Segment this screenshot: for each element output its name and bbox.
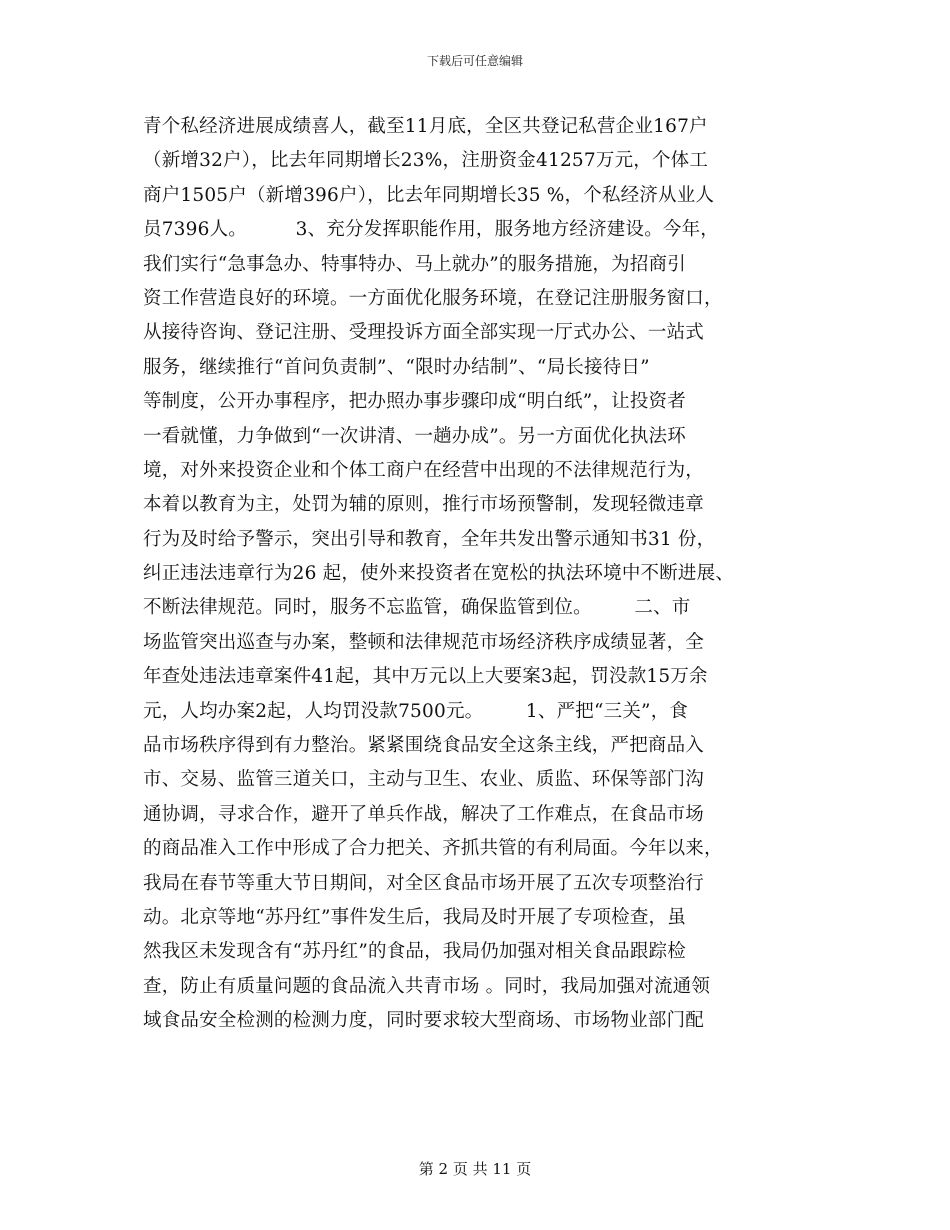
text-line: 动。北京等地“苏丹红”事件发生后，我局及时开展了专项检查，虽: [143, 906, 686, 928]
text-line: 员7396人。 3、充分发挥职能作用，服务地方经济建设。今年，: [143, 219, 719, 241]
text-line: 本着以教育为主，处罚为辅的原则，推行市场预警制，发现轻微违章: [143, 494, 705, 516]
text-line: 的商品准入工作中形成了合力把关、齐抓共管的有利局面。今年以来，: [143, 838, 723, 860]
text-line: 从接待咨询、登记注册、受理投诉方面全部实现一厅式办公、一站式: [143, 322, 705, 344]
text-line: 服务，继续推行“首问负责制”、“限时办结制”、“局长接待日”: [143, 356, 650, 378]
text-line: 行为及时给予警示，突出引导和教育，全年共发出警示通知书31 份，: [143, 528, 716, 550]
text-line: 场监管突出巡查与办案，整顿和法律规范市场经济秩序成绩显著，全: [143, 631, 705, 653]
body-text: [143, 110, 823, 1039]
text-line: 一看就懂，力争做到“一次讲清、一趟办成”。另一方面优化执法环: [143, 425, 686, 447]
text-line: 我局在春节等重大节日期间，对全区食品市场开展了五次专项整治行: [143, 872, 705, 894]
text-line: （新增32户），比去年同期增长23%，注册资金41257万元，个体工: [143, 150, 709, 172]
text-line: 然我区未发现含有“苏丹红”的食品，我局仍加强对相关食品跟踪检: [143, 941, 686, 963]
text-line: 纠正违法违章行为26 起，使外来投资者在宽松的执法环境中不断进展、: [143, 563, 735, 585]
text-line: 市、交易、监管三道关口，主动与卫生、农业、质监、环保等部门沟: [143, 769, 705, 791]
page-number-footer: 第 2 页 共 11 页: [418, 1160, 532, 1178]
text-line: 商户1505户（新增396户），比去年同期增长35 %，个私经济从业人: [143, 184, 715, 206]
page-header-note: 下载后可任意编辑: [426, 54, 523, 68]
text-line: 品市场秩序得到有力整治。紧紧围绕食品安全这条主线，严把商品入: [143, 735, 705, 757]
text-line: 境，对外来投资企业和个体工商户在经营中出现的不法律规范行为，: [143, 459, 705, 481]
text-line: 我们实行“急事急办、特事特办、马上就办”的服务措施，为招商引: [143, 253, 686, 275]
text-line: 年查处违法违章案件41起，其中万元以上大要案3起，罚没款15万余: [143, 666, 708, 688]
text-line: 查，防止有质量问题的食品流入共青市场 。同时，我局加强对流通领: [143, 975, 711, 997]
text-line: 资工作营造良好的环境。一方面优化服务环境，在登记注册服务窗口，: [143, 287, 723, 309]
text-line: 等制度，公开办事程序，把办照办事步骤印成“明白纸”，让投资者: [143, 391, 686, 413]
text-line: 不断法律规范。同时，服务不忘监管，确保监管到位。 二、市: [143, 597, 691, 619]
text-line: 域食品安全检测的检测力度，同时要求较大型商场、市场物业部门配: [143, 1010, 705, 1032]
text-line: 青个私经济进展成绩喜人，截至11月底，全区共登记私营企业167户: [143, 116, 708, 137]
text-line: 通协调，寻求合作，避开了单兵作战，解决了工作难点，在食品市场: [143, 803, 705, 825]
text-line: 元，人均办案2起，人均罚没款7500元。 1、严把“三关”，食: [143, 700, 689, 722]
